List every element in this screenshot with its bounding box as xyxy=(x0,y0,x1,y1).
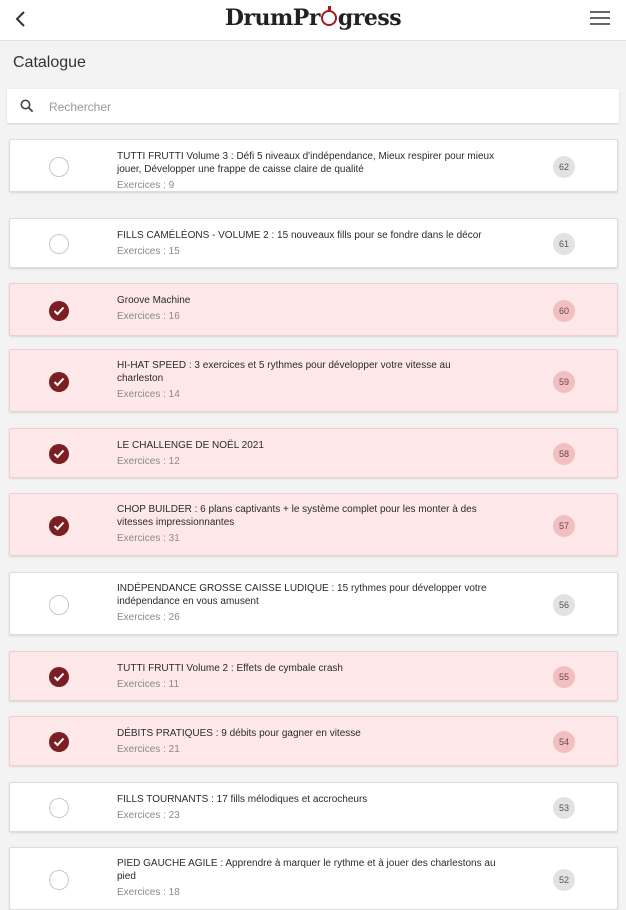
item-text xyxy=(117,662,497,690)
empty-circle-icon[interactable] xyxy=(49,234,69,254)
stopwatch-icon xyxy=(321,10,337,26)
item-text xyxy=(117,793,497,821)
item-number-badge: 55 xyxy=(553,666,575,688)
item-number-badge: 54 xyxy=(553,731,575,753)
item-exercise-count: Exercices : 23 xyxy=(117,810,180,821)
page-title: Catalogue xyxy=(13,54,86,71)
catalogue-item[interactable] xyxy=(9,847,618,910)
item-number-badge: 56 xyxy=(553,594,575,616)
item-number-badge: 58 xyxy=(553,443,575,465)
item-number-badge: 62 xyxy=(553,156,575,178)
item-number-badge: 53 xyxy=(553,797,575,819)
catalogue-item[interactable] xyxy=(9,493,618,556)
menu-button[interactable] xyxy=(590,11,610,27)
item-exercise-count: Exercices : 21 xyxy=(117,744,180,755)
item-text xyxy=(117,857,497,898)
item-exercise-count: Exercices : 12 xyxy=(117,456,180,467)
item-exercise-count: Exercices : 18 xyxy=(117,887,180,898)
item-text xyxy=(117,294,497,322)
item-title: PIED GAUCHE AGILE : Apprendre à marquer le rythme et à jouer des charlestons au pied xyxy=(117,858,496,882)
catalogue-item[interactable] xyxy=(9,349,618,412)
item-title: HI-HAT SPEED : 3 exercices et 5 rythmes pour développer votre vitesse au charleston xyxy=(117,360,451,384)
item-title: LE CHALLENGE DE NOËL 2021 xyxy=(117,440,264,451)
empty-circle-icon[interactable] xyxy=(49,157,69,177)
completed-check-icon[interactable] xyxy=(49,732,69,752)
catalogue-item[interactable] xyxy=(9,716,618,766)
empty-circle-icon[interactable] xyxy=(49,595,69,615)
completed-check-icon[interactable] xyxy=(49,301,69,321)
item-title: CHOP BUILDER : 6 plans captivants + le système complet pour les monter à des vitesses impressionnantes xyxy=(117,504,477,528)
item-exercise-count: Exercices : 9 xyxy=(117,180,175,191)
item-title: TUTTI FRUTTI Volume 2 : Effets de cymbale crash xyxy=(117,663,343,674)
catalogue-item[interactable] xyxy=(9,283,618,336)
item-number-badge: 60 xyxy=(553,300,575,322)
catalogue-item[interactable] xyxy=(9,218,618,268)
hamburger-icon xyxy=(590,11,610,13)
item-title: TUTTI FRUTTI Volume 3 : Défi 5 niveaux d'indépendance, Mieux respirer pour mieux jouer, Développer une frappe de caisse claire de qualité xyxy=(117,151,495,175)
item-text xyxy=(117,439,497,467)
item-exercise-count: Exercices : 26 xyxy=(117,612,180,623)
search-bar[interactable] xyxy=(7,89,619,123)
item-exercise-count: Exercices : 31 xyxy=(117,533,180,544)
item-exercise-count: Exercices : 14 xyxy=(117,389,180,400)
catalogue-item[interactable] xyxy=(9,428,618,478)
completed-check-icon[interactable] xyxy=(49,667,69,687)
item-text xyxy=(117,359,497,400)
item-number-badge: 52 xyxy=(553,869,575,891)
catalogue-item[interactable] xyxy=(9,651,618,701)
completed-check-icon[interactable] xyxy=(49,444,69,464)
item-title: FILLS CAMÉLÉONS - VOLUME 2 : 15 nouveaux fills pour se fondre dans le décor xyxy=(117,230,482,241)
top-app-bar xyxy=(0,0,626,41)
item-title: Groove Machine xyxy=(117,295,191,306)
catalogue-item[interactable] xyxy=(9,782,618,832)
drumprogress-logo: DrumPr gress xyxy=(224,5,402,31)
item-exercise-count: Exercices : 11 xyxy=(117,679,180,690)
completed-check-icon[interactable] xyxy=(49,372,69,392)
empty-circle-icon[interactable] xyxy=(49,798,69,818)
search-input[interactable] xyxy=(47,95,591,119)
item-title: FILLS TOURNANTS : 17 fills mélodiques et accrocheurs xyxy=(117,794,368,805)
item-title: INDÉPENDANCE GROSSE CAISSE LUDIQUE : 15 rythmes pour développer votre indépendance en vous amusent xyxy=(117,583,487,607)
item-text xyxy=(117,727,497,755)
item-number-badge: 59 xyxy=(553,371,575,393)
item-text xyxy=(117,229,497,257)
item-text xyxy=(117,503,497,544)
catalogue-item[interactable] xyxy=(9,572,618,635)
item-exercise-count: Exercices : 15 xyxy=(117,246,180,257)
search-icon xyxy=(20,99,34,113)
catalogue-item[interactable] xyxy=(9,139,618,192)
item-number-badge: 61 xyxy=(553,233,575,255)
item-title: DÉBITS PRATIQUES : 9 débits pour gagner en vitesse xyxy=(117,728,361,739)
item-number-badge: 57 xyxy=(553,515,575,537)
item-text xyxy=(117,582,497,623)
item-exercise-count: Exercices : 16 xyxy=(117,311,180,322)
completed-check-icon[interactable] xyxy=(49,516,69,536)
empty-circle-icon[interactable] xyxy=(49,870,69,890)
item-text xyxy=(117,150,497,191)
